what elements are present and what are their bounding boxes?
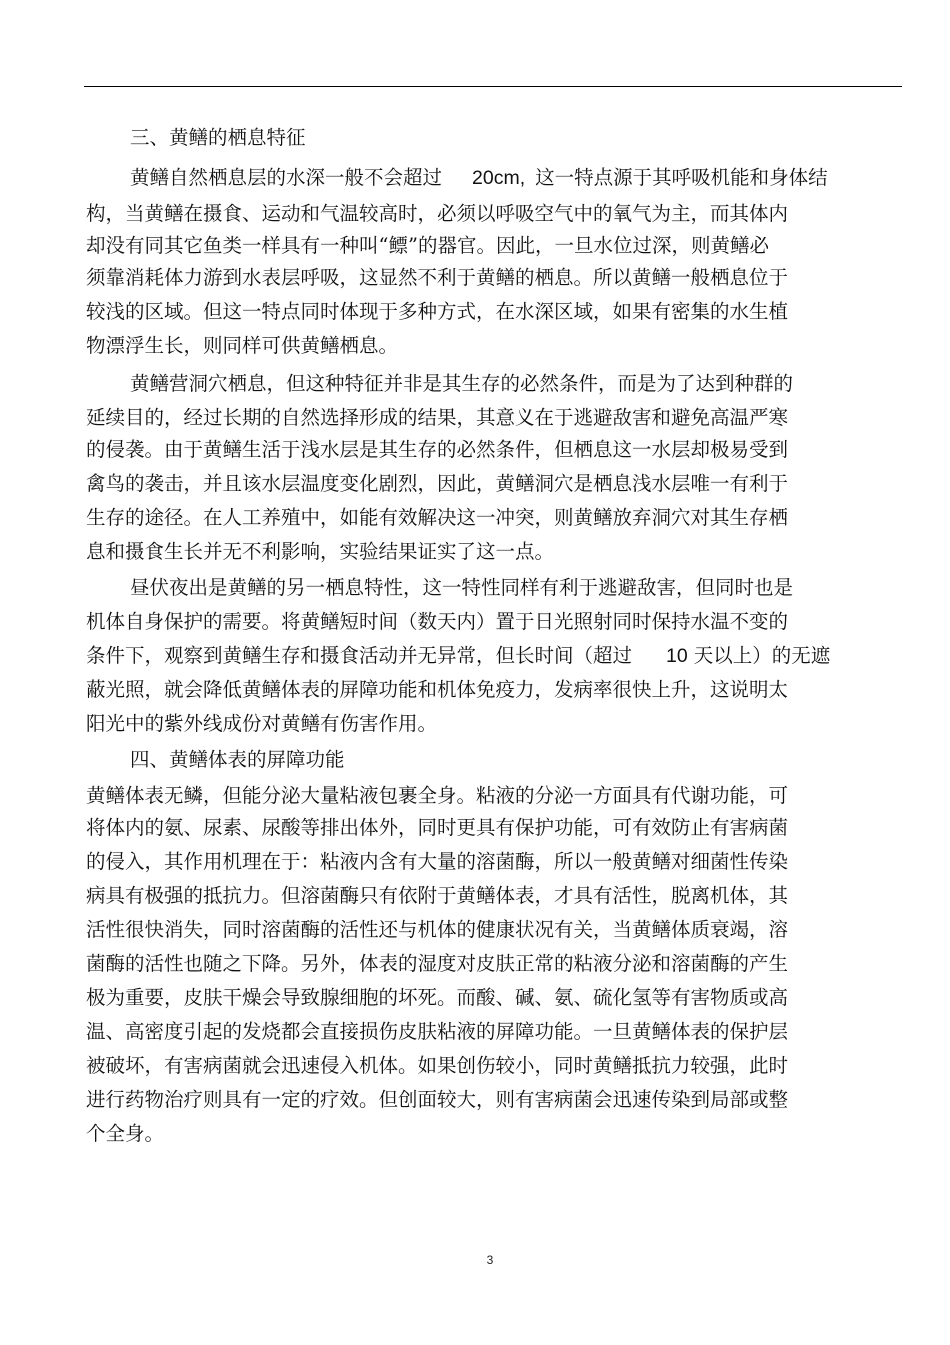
paragraph-line: 蔽光照，就会降低黄鳝体表的屏障功能和机体免疫力，发病率很快上升，这说明太 xyxy=(86,678,789,701)
paragraph-line: 温、高密度引起的发烧都会直接损伤皮肤粘液的屏障功能。一旦黄鳝体表的保护层 xyxy=(86,1020,789,1043)
header-rule xyxy=(84,86,902,87)
paragraph-line: 较浅的区域。但这一特点同时体现于多种方式，在水深区域，如果有密集的水生植 xyxy=(86,300,789,323)
paragraph-line: 阳光中的紫外线成份对黄鳝有伤害作用。 xyxy=(86,712,438,735)
text-run: 条件下，观察到黄鳝生存和摄食活动并无异常，但长时间（超过 xyxy=(86,644,633,667)
paragraph-line: 个全身。 xyxy=(86,1122,165,1145)
paragraph-line: 延续目的，经过长期的自然选择形成的结果，其意义在于逃避敌害和避免高温严寒 xyxy=(86,406,789,429)
paragraph-line: 被破坏，有害病菌就会迅速侵入机体。如果创伤较小，同时黄鳝抵抗力较强，此时 xyxy=(86,1054,789,1077)
paragraph-line: 生存的途径。在人工养殖中，如能有效解决这一冲突，则黄鳝放弃洞穴对其生存栖 xyxy=(86,506,789,529)
paragraph-line: 极为重要，皮肤干燥会导致腺细胞的坏死。而酸、碱、氨、硫化氢等有害物质或高 xyxy=(86,986,789,1009)
paragraph-line: 活性很快消失，同时溶菌酶的活性还与机体的健康状况有关，当黄鳝体质衰竭，溶 xyxy=(86,918,789,941)
paragraph-line: 构，当黄鳝在摄食、运动和气温较高时，必须以呼吸空气中的氧气为主，而其体内 xyxy=(86,202,789,225)
paragraph-line: 黄鳝营洞穴栖息，但这种特征并非是其生存的必然条件，而是为了达到种群的 xyxy=(130,372,794,395)
paragraph-line: 菌酶的活性也随之下降。另外，体表的湿度对皮肤正常的粘液分泌和溶菌酶的产生 xyxy=(86,952,789,975)
section-heading-habitat: 三、黄鳝的栖息特征 xyxy=(130,126,306,149)
text-run: 天以上）的无遮 xyxy=(693,644,831,667)
duration-value: 10 xyxy=(666,645,688,667)
paragraph-line xyxy=(130,162,828,194)
depth-value: 20cm, xyxy=(472,167,526,189)
paragraph-line: 禽鸟的袭击，并且该水层温度变化剧烈，因此，黄鳝洞穴是栖息浅水层唯一有利于 xyxy=(86,472,789,495)
paragraph-line: 却没有同其它鱼类一样具有一种叫“鳔”的器官。因此，一旦水位过深，则黄鳝必 xyxy=(86,234,769,257)
text-run: 这一特点源于其呼吸机能和身体结 xyxy=(535,166,828,189)
page-number: 3 xyxy=(486,1253,494,1267)
section-heading-barrier: 四、黄鳝体表的屏障功能 xyxy=(130,748,345,771)
paragraph-line: 昼伏夜出是黄鳝的另一栖息特性，这一特性同样有利于逃避敌害，但同时也是 xyxy=(130,576,794,599)
paragraph-line: 的侵入，其作用机理在于：粘液内含有大量的溶菌酶，所以一般黄鳝对细菌性传染 xyxy=(86,850,789,873)
paragraph-line: 须靠消耗体力游到水表层呼吸，这显然不利于黄鳝的栖息。所以黄鳝一般栖息位于 xyxy=(86,266,789,289)
paragraph-line xyxy=(86,640,830,672)
paragraph-line: 黄鳝体表无鳞，但能分泌大量粘液包裹全身。粘液的分泌一方面具有代谢功能，可 xyxy=(86,784,789,807)
paragraph-line: 机体自身保护的需要。将黄鳝短时间（数天内）置于日光照射同时保持水温不变的 xyxy=(86,610,789,633)
paragraph-line: 进行药物治疗则具有一定的疗效。但创面较大，则有害病菌会迅速传染到局部或整 xyxy=(86,1088,789,1111)
paragraph-line: 息和摄食生长并无不利影响，实验结果证实了这一点。 xyxy=(86,540,555,563)
paragraph-line: 的侵袭。由于黄鳝生活于浅水层是其生存的必然条件，但栖息这一水层却极易受到 xyxy=(86,438,789,461)
paragraph-line: 物漂浮生长，则同样可供黄鳝栖息。 xyxy=(86,334,399,357)
paragraph-line: 病具有极强的抵抗力。但溶菌酶只有依附于黄鳝体表，才具有活性，脱离机体，其 xyxy=(86,884,789,907)
paragraph-line: 将体内的氨、尿素、尿酸等排出体外，同时更具有保护功能，可有效防止有害病菌 xyxy=(86,816,789,839)
text-run: 黄鳝自然栖息层的水深一般不会超过 xyxy=(130,166,443,189)
